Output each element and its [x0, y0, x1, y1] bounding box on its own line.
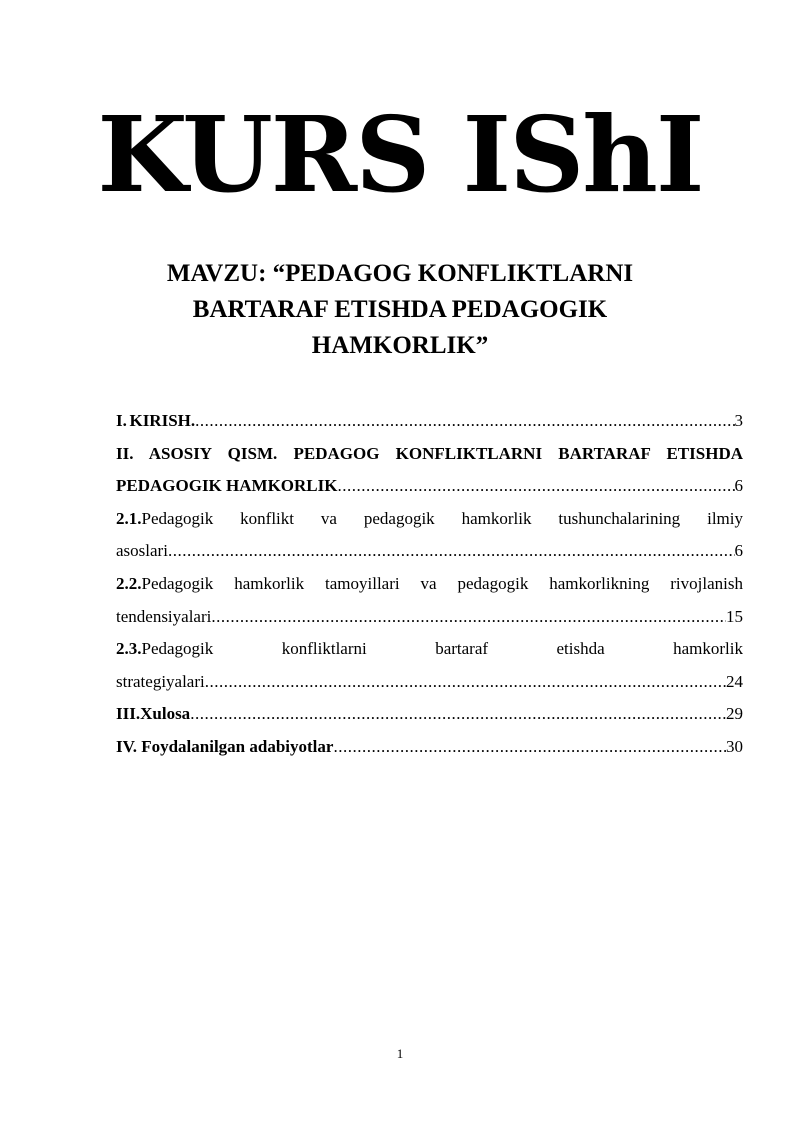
toc-entry-2-1-line2[interactable] — [116, 535, 743, 568]
toc-entry-number: II. — [116, 443, 134, 463]
toc-leader-dots — [190, 698, 726, 731]
toc-leader-dots — [337, 470, 734, 503]
toc-entry-2-2-line1[interactable] — [116, 568, 743, 601]
toc-leader-dots — [205, 666, 726, 699]
page-number: 1 — [396, 1046, 404, 1061]
toc-entry-title: Pedagogik konfliktlarni bartaraf etishda hamkorlik — [141, 639, 743, 659]
toc-entry-number: IV. — [116, 736, 137, 756]
toc-entry-number: 2.3. — [116, 639, 142, 659]
toc-leader-dots — [195, 405, 734, 438]
document-title: KURS IShI — [97, 93, 703, 216]
topic-heading: MAVZU: “PEDAGOG KONFLIKTLARNI BARTARAF ETISHDA PEDAGOGIK HAMKORLIK” — [166, 260, 634, 359]
toc-leader-dots — [211, 601, 726, 634]
toc-entry-title-continued: strategiyalari — [116, 671, 205, 691]
toc-leader-dots — [333, 731, 726, 764]
toc-entry-2-1-line1[interactable] — [116, 503, 743, 536]
toc-entry-title: Xulosa — [140, 704, 191, 724]
toc-entry-page: 24 — [726, 671, 743, 691]
toc-entry-title: ASOSIY QISM. PEDAGOG KONFLIKTLARNI BARTARAF ETISHDA — [148, 443, 743, 463]
toc-leader-dots — [168, 535, 735, 568]
toc-entry-xulosa[interactable] — [116, 698, 743, 731]
toc-entry-page: 29 — [726, 704, 743, 724]
toc-entry-page: 15 — [726, 606, 743, 626]
toc-entry-adabiyotlar[interactable] — [116, 731, 743, 764]
toc-entry-2-3-line2[interactable] — [116, 666, 743, 699]
toc-entry-title-continued: asoslari — [116, 541, 168, 561]
toc-entry-title: Pedagogik hamkorlik tamoyillari va pedagogik hamkorlikning rivojlanish — [141, 573, 743, 593]
toc-entry-asosiy-qism-line2[interactable] — [116, 470, 743, 503]
toc-entry-page: 30 — [726, 736, 743, 756]
toc-entry-title: Foydalanilgan adabiyotlar — [141, 736, 334, 756]
toc-entry-title-continued: tendensiyalari — [116, 606, 212, 626]
toc-entry-title-continued: PEDAGOGIK HAMKORLIK — [116, 476, 338, 496]
toc-entry-page: 6 — [734, 541, 743, 561]
toc-entry-number: I. — [116, 411, 127, 430]
toc-entry-page: 3 — [734, 411, 743, 430]
table-of-contents — [116, 405, 743, 764]
toc-entry-number: III. — [116, 704, 141, 724]
toc-entry-page: 6 — [734, 476, 743, 496]
toc-entry-number: 2.2. — [116, 573, 142, 593]
toc-entry-2-2-line2[interactable] — [116, 601, 743, 634]
toc-entry-2-3-line1[interactable] — [116, 633, 743, 666]
toc-entry-kirish[interactable] — [116, 405, 743, 438]
toc-entry-asosiy-qism-line1[interactable] — [116, 438, 743, 471]
toc-entry-title: Pedagogik konflikt va pedagogik hamkorlik tushunchalarining ilmiy — [141, 508, 743, 528]
toc-entry-title: KIRISH. — [129, 411, 196, 430]
toc-entry-number: 2.1. — [116, 508, 142, 528]
